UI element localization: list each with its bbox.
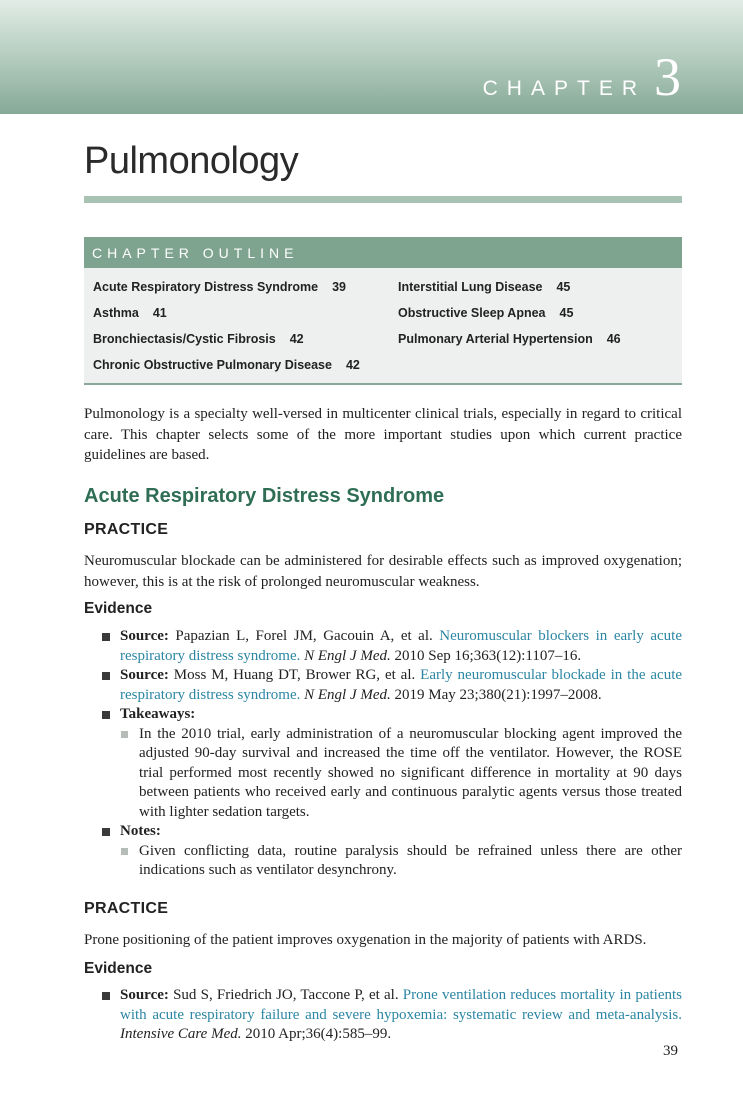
outline-item[interactable] (93, 300, 360, 326)
outline-item[interactable] (93, 274, 360, 300)
chapter-title: Pulmonology (84, 140, 299, 182)
source-item (84, 986, 682, 1045)
source-link[interactable]: Prone ventilation reduces mortality in patients with acute respiratory failure and severe hypoxemia: systematic review and meta-analysis. (120, 987, 683, 1023)
outline-item[interactable] (93, 326, 360, 352)
source-citation: 2010 Apr;36(4):585–99. (245, 1026, 392, 1042)
title-rule (84, 196, 682, 203)
source-journal: Intensive Care Med. (120, 1026, 242, 1042)
outline-item-label: Chronic Obstructive Pulmonary Disease (93, 358, 332, 372)
bullet-square-icon (102, 633, 110, 641)
chapter-header-band (0, 0, 743, 114)
source-label: Source: (120, 987, 169, 1003)
outline-item-label: Pulmonary Arterial Hypertension (398, 332, 593, 346)
evidence-heading: Evidence (84, 960, 153, 977)
practice-heading: PRACTICE (84, 900, 169, 917)
outline-left-column (93, 274, 360, 378)
outline-item[interactable] (398, 274, 621, 300)
outline-item-page: 42 (289, 332, 304, 346)
note-text: Given conflicting data, routine paralysis should be refrained unless there are other indications such as ventilator desynchrony. (139, 842, 682, 878)
bullet-square-icon (102, 828, 110, 836)
source-link[interactable]: Early neuromuscular blockade in the acute respiratory distress syndrome. (120, 667, 683, 703)
notes-item (84, 822, 682, 842)
outline-right-column (398, 274, 621, 352)
note-subitem (84, 842, 682, 881)
chapter-outline-box (84, 237, 682, 385)
sub-bullet-square-icon (121, 731, 128, 738)
outline-item-label: Obstructive Sleep Apnea (398, 306, 546, 320)
sub-bullet-square-icon (121, 848, 128, 855)
outline-item[interactable] (398, 326, 621, 352)
source-citation: 2010 Sep 16;363(12):1107–16. (394, 647, 582, 664)
evidence-list (84, 627, 682, 881)
takeaways-item (84, 705, 682, 725)
outline-item-label: Asthma (93, 306, 139, 320)
evidence-heading: Evidence (84, 600, 153, 617)
chapter-number: 3 (654, 47, 681, 107)
outline-item[interactable] (93, 352, 360, 378)
outline-item-page: 42 (345, 358, 360, 372)
outline-item-page: 45 (556, 280, 571, 294)
outline-item-page: 39 (332, 280, 346, 294)
source-journal: N Engl J Med. (304, 686, 391, 703)
outline-item-label: Acute Respiratory Distress Syndrome (93, 280, 319, 294)
intro-paragraph: Pulmonology is a specialty well-versed in multicenter clinical trials, especially in regard to critical care. This chapter selects some of the more important studies upon which current practice guidelines are based. (84, 406, 682, 463)
source-authors: Papazian L, Forel JM, Gacouin A, et al. (175, 628, 433, 644)
source-label: Source: (120, 628, 169, 644)
chapter-word: CHAPTER (482, 77, 646, 100)
section-title: Acute Respiratory Distress Syndrome (84, 485, 445, 507)
outline-item-page: 41 (152, 306, 167, 320)
bullet-square-icon (102, 992, 110, 1000)
source-authors: Moss M, Huang DT, Brower RG, et al. (173, 667, 416, 683)
source-link[interactable]: Neuromuscular blockers in early acute respiratory distress syndrome. (120, 628, 682, 664)
evidence-list (84, 986, 682, 1045)
source-item (84, 666, 682, 705)
source-item (84, 627, 682, 666)
outline-item[interactable] (398, 300, 621, 326)
practice-text: Prone positioning of the patient improves oxygenation in the majority of patients with ARDS. (84, 932, 647, 948)
outline-item-page: 45 (559, 306, 574, 320)
outline-item-page: 46 (606, 332, 621, 346)
practice-heading: PRACTICE (84, 521, 169, 538)
chapter-label (482, 47, 681, 107)
bullet-square-icon (102, 672, 110, 680)
outline-item-label: Bronchiectasis/Cystic Fibrosis (93, 332, 276, 346)
source-label: Source: (120, 667, 169, 683)
source-citation: 2019 May 23;380(21):1997–2008. (394, 686, 602, 703)
outline-heading: CHAPTER OUTLINE (84, 237, 682, 268)
takeaway-text: In the 2010 trial, early administration of a neuromuscular blocking agent improved the adjusted 90-day survival and increased the time off the ventilator. However, the ROSE trial performed most recently showed no significant difference in mortality at 90 days between patients who received early and continuous paralytic agents versus those treated with lighter sedation targets. (139, 725, 682, 820)
page-number: 39 (663, 1043, 678, 1059)
takeaway-subitem (84, 725, 682, 823)
bullet-square-icon (102, 711, 110, 719)
outline-item-label: Interstitial Lung Disease (398, 280, 543, 294)
takeaways-label: Takeaways: (120, 706, 196, 722)
notes-label: Notes: (120, 823, 161, 839)
source-authors: Sud S, Friedrich JO, Taccone P, et al. (173, 987, 399, 1003)
source-journal: N Engl J Med. (304, 647, 391, 664)
practice-text: Neuromuscular blockade can be administered for desirable effects such as improved oxygenation; however, this is at the risk of prolonged neuromuscular weakness. (84, 553, 682, 590)
